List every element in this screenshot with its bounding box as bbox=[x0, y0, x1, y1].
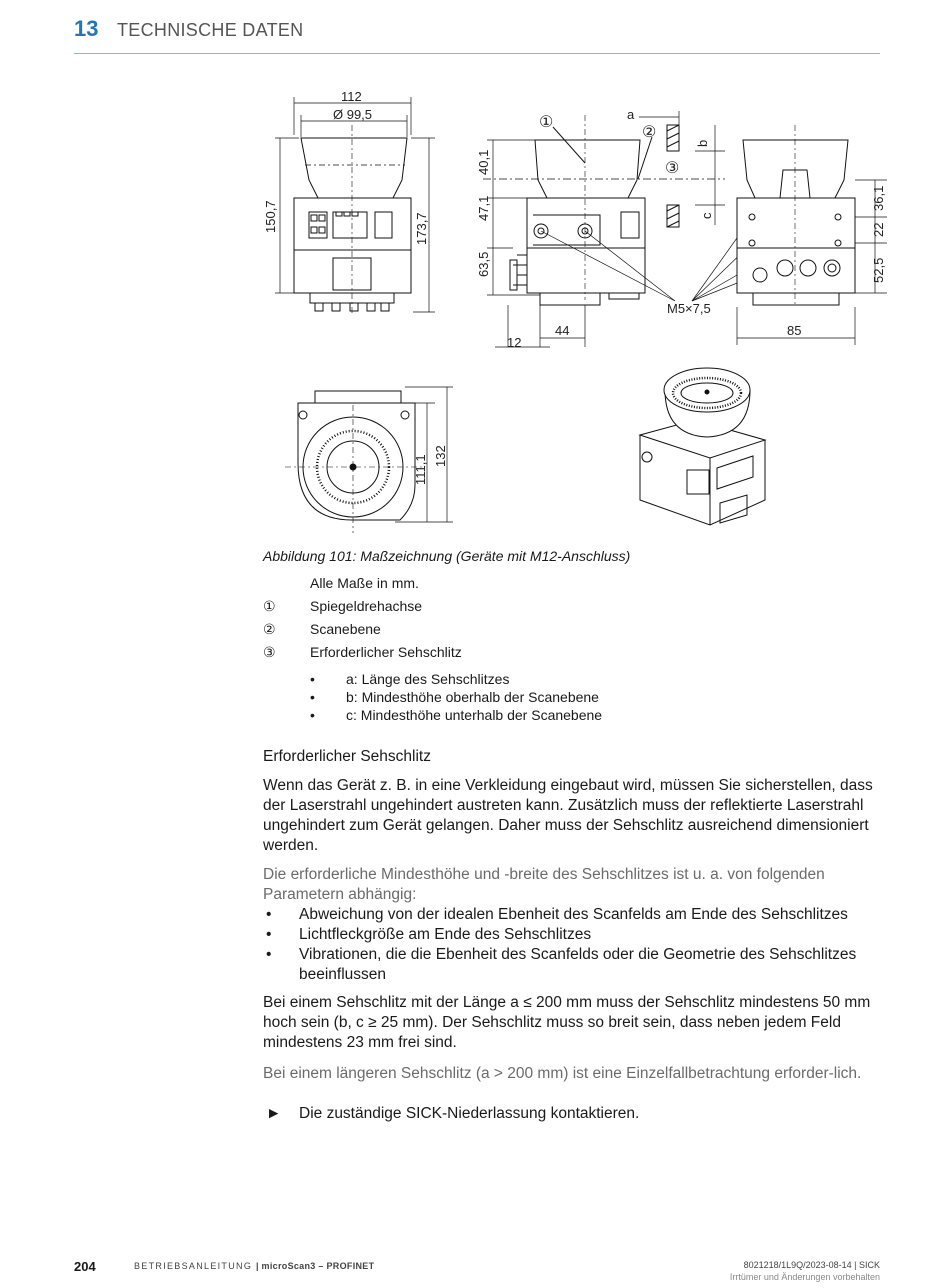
dimension-drawing bbox=[255, 85, 895, 545]
legend-text: Spiegeldrehachse bbox=[310, 598, 423, 614]
legend-sub-item: • c: Mindesthöhe unterhalb der Scanebene bbox=[310, 707, 603, 723]
legend-key: ③ bbox=[263, 644, 276, 660]
footer-doc-id: 8021218/1L9Q/2023-08-14 | SICK bbox=[743, 1260, 880, 1270]
dim-63-5: 63,5 bbox=[476, 251, 491, 277]
footer-doc-type: BETRIEBSANLEITUNG bbox=[134, 1261, 253, 1271]
action-step bbox=[263, 1104, 883, 1124]
dim-99-5: Ø 99,5 bbox=[333, 107, 373, 122]
action-text: Die zuständige SICK-Niederlassung kontaktieren. bbox=[299, 1105, 640, 1122]
legend-sub-text: b: Mindesthöhe oberhalb der Scanebene bbox=[346, 689, 599, 705]
dim-173-7: 173,7 bbox=[414, 212, 429, 245]
paragraph-3: Bei einem Sehschlitz mit der Länge a ≤ 200 mm muss der Sehschlitz mindestens 50 mm hoch sein (b, c ≥ 25 mm). Der Sehschlitz muss so breit sein, dass neben jedem Feld mindestens 23 mm frei sind. bbox=[263, 994, 871, 1051]
dim-40-1: 40,1 bbox=[476, 149, 491, 175]
front-view bbox=[275, 97, 435, 313]
footer-meta bbox=[730, 1259, 880, 1283]
dim-52-5: 52,5 bbox=[871, 257, 886, 283]
legend-sub-text: a: Länge des Sehschlitzes bbox=[346, 671, 510, 687]
callout-1: ① bbox=[539, 114, 554, 131]
legend-key: ① bbox=[263, 598, 276, 614]
legend-intro-row bbox=[263, 575, 863, 598]
dim-c: c bbox=[699, 212, 714, 219]
chapter-title: TECHNISCHE DATEN bbox=[117, 20, 304, 40]
dim-85: 85 bbox=[787, 323, 802, 338]
dim-132: 132 bbox=[433, 445, 448, 467]
legend-intro: Alle Maße in mm. bbox=[310, 575, 419, 591]
dim-47-1: 47,1 bbox=[476, 195, 491, 221]
dim-m5: M5×7,5 bbox=[667, 301, 711, 316]
dim-b: b bbox=[695, 139, 710, 147]
arrow-icon: ► bbox=[266, 1105, 282, 1122]
dim-112: 112 bbox=[341, 89, 362, 104]
bullet-item: • Vibrationen, die die Ebenheit des Scanfelds oder die Geometrie des Sehschlitzes beeinflussen bbox=[266, 946, 857, 983]
dim-22: 22 bbox=[871, 222, 886, 237]
paragraph-1: Wenn das Gerät z. B. in eine Verkleidung eingebaut wird, müssen Sie sicherstellen, dass der Laserstrahl ungehindert austreten kann. Zusätzlich muss der reflektierte Laserstrahl ungehindert zum Gerät gelangen. Daher muss der Sehschlitz ausreichend dimensioniert werden. bbox=[263, 777, 873, 854]
figure-legend bbox=[263, 575, 863, 725]
dim-12: 12 bbox=[507, 335, 522, 350]
figure-caption: Abbildung 101: Maßzeichnung (Geräte mit M12-Anschluss) bbox=[263, 548, 631, 564]
paragraph-4: Bei einem längeren Sehschlitz (a > 200 mm) ist eine Einzelfallbetrachtung erforder-lich. bbox=[263, 1065, 862, 1082]
dim-111-1: 111,1 bbox=[413, 454, 428, 485]
legend-item bbox=[263, 621, 863, 644]
legend-text: Scanebene bbox=[310, 621, 381, 637]
bullet-text: Lichtfleckgröße am Ende des Sehschlitzes bbox=[299, 926, 592, 943]
legend-item bbox=[263, 598, 863, 621]
dim-44: 44 bbox=[555, 323, 570, 338]
legend-sub-item: • a: Länge des Sehschlitzes bbox=[310, 671, 510, 687]
legend-sub-item: • b: Mindesthöhe oberhalb der Scanebene bbox=[310, 689, 599, 705]
action-item bbox=[263, 1104, 883, 1124]
back-view bbox=[737, 125, 887, 345]
bullet-item: • Lichtfleckgröße am Ende des Sehschlitzes bbox=[266, 926, 592, 943]
bullet-text: Abweichung von der idealen Ebenheit des Scanfelds am Ende des Sehschlitzes bbox=[299, 906, 848, 923]
footer-document bbox=[134, 1261, 374, 1271]
bullet-text: Vibrationen, die die Ebenheit des Scanfelds oder die Geometrie des Sehschlitzes beeinflussen bbox=[299, 946, 857, 983]
footer-disclaimer: Irrtümer und Änderungen vorbehalten bbox=[729, 1272, 880, 1282]
isometric-view bbox=[640, 368, 765, 525]
dim-150-7: 150,7 bbox=[263, 200, 278, 233]
callout-2: ② bbox=[642, 124, 657, 141]
legend-sub-list bbox=[310, 671, 910, 725]
footer-doc-product: | microScan3 – PROFINET bbox=[255, 1261, 375, 1271]
callout-3: ③ bbox=[665, 160, 680, 177]
section-heading: Erforderlicher Sehschlitz bbox=[263, 748, 431, 765]
dim-a: a bbox=[627, 107, 635, 122]
legend-sub-text: c: Mindesthöhe unterhalb der Scanebene bbox=[346, 707, 603, 723]
legend-item bbox=[263, 644, 863, 667]
dim-36-1: 36,1 bbox=[871, 185, 886, 211]
legend-text: Erforderlicher Sehschlitz bbox=[310, 644, 462, 660]
chapter-number: 13 bbox=[74, 16, 99, 41]
header-divider bbox=[74, 53, 880, 54]
bullet-item: • Abweichung von der idealen Ebenheit des Scanfelds am Ende des Sehschlitzes bbox=[266, 906, 848, 923]
page-number: 204 bbox=[74, 1259, 96, 1274]
paragraph-2: Die erforderliche Mindesthöhe und -breite des Sehschlitzes ist u. a. von folgenden Parametern abhängig: bbox=[263, 866, 825, 903]
legend-key: ② bbox=[263, 621, 276, 637]
bullet-list bbox=[263, 905, 883, 985]
